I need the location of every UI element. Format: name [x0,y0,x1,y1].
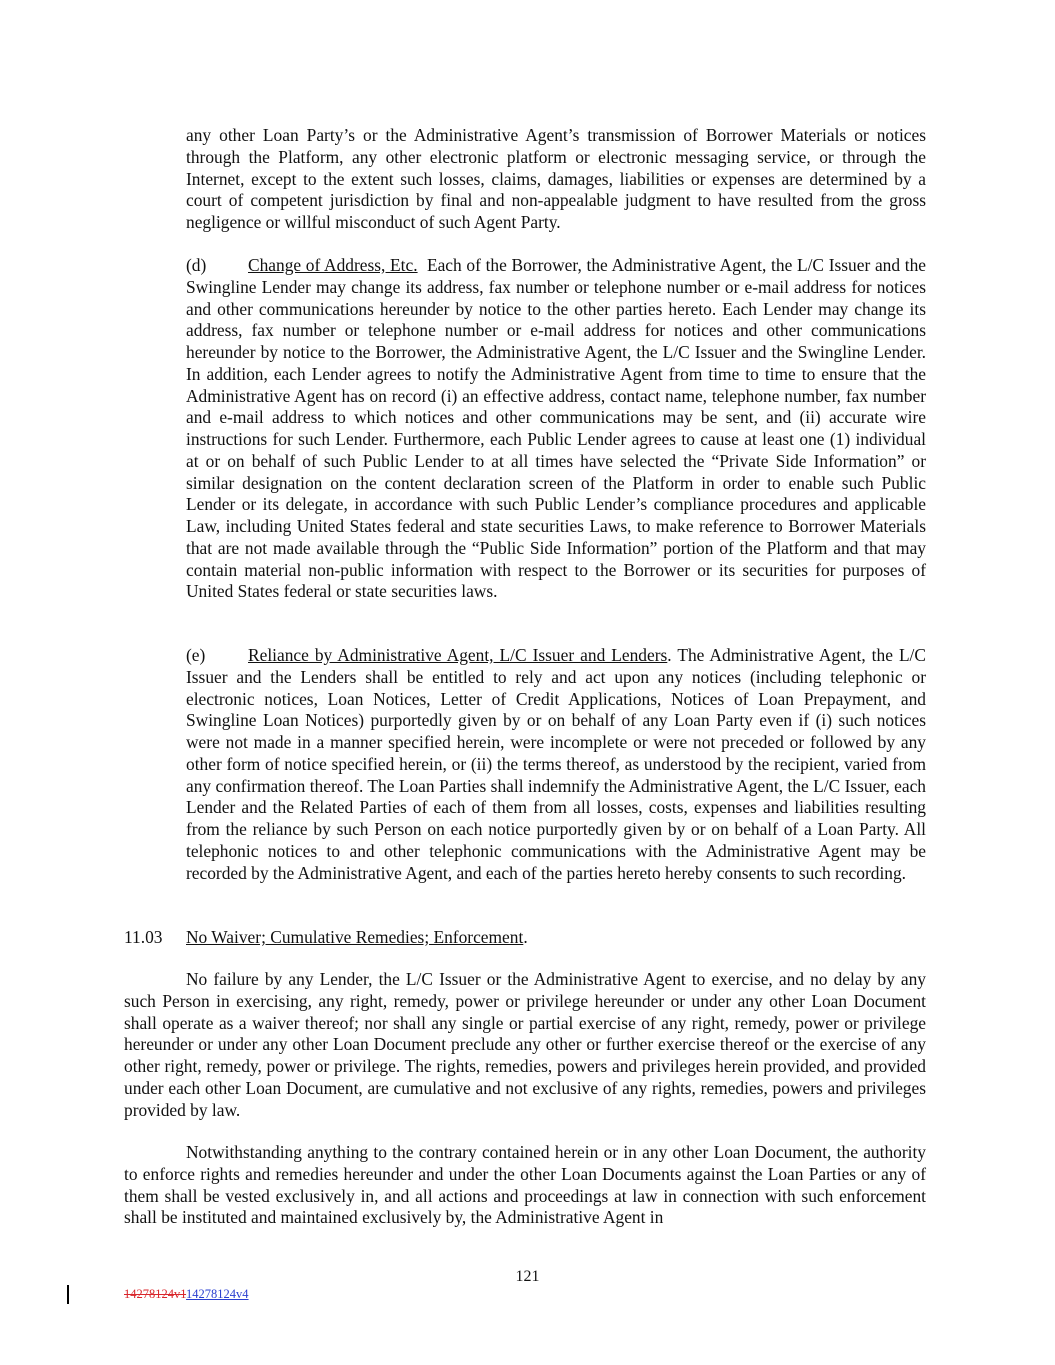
document-id-inserted: 14278124v4 [186,1287,249,1301]
section-title-suffix: . [523,927,528,947]
section-number: 11.03 [124,927,163,947]
section-title: No Waiver; Cumulative Remedies; Enforcement [186,927,524,947]
paragraph-enforcement-text: Notwithstanding anything to the contrary contained herein or in any other Loan Document, the authority to enforce rights and remedies hereunder and under the other Loan Documents against the Loan Parties or any of them shall be vested exclusively in, and all actions and proceedings at law in connection with such enforcement shall be instituted and maintained exclusively by, the Administrative Agent in [124,1142,926,1228]
change-bar [67,1285,69,1304]
section-heading [124,927,528,949]
paragraph-e [186,645,926,884]
paragraph-d [186,255,926,603]
item-text-d: Each of the Borrower, the Administrative Agent, the L/C Issuer and the Swingline Lender may change its address, fax number or telephone number or e-mail address for notices and other communications hereunder by notice to the other parties hereto. Each Lender may change its address, fax number or telephone number or e-mail address for notices and other communications hereunder by notice to the Borrower, the Administrative Agent, the L/C Issuer and the Swingline Lender. In addition, each Lender agrees to notify the Administrative Agent from time to time to ensure that the Administrative Agent has on record (i) an effective address, contact name, telephone number, fax number and e-mail address to which notices and other communications may be sent, and (ii) accurate wire instructions for such Lender. Furthermore, each Public Lender agrees to cause at least one (1) individual at or on behalf of such Public Lender to at all times have selected the “Private Side Information” or similar designation on the content declaration screen of the Platform in order to enable such Public Lender or its delegate, in accordance with such Public Lender’s compliance procedures and applicable Law, including United States federal and state securities Laws, to make reference to Borrower Materials that are not made available through the “Public Side Information” portion of the Platform and that may contain material non-public information with respect to the Borrower or its securities for purposes of United States federal or state securities laws. [186,255,926,602]
page-number: 121 [515,1268,540,1285]
item-title-d: Change of Address, Etc. [248,255,418,275]
paragraph-no-waiver [124,969,926,1121]
item-title-e: Reliance by Administrative Agent, L/C Issuer and Lenders [248,645,668,665]
item-label-d: (d) [186,255,207,275]
item-text-e: . The Administrative Agent, the L/C Issuer and the Lenders shall be entitled to rely and act upon any notices (including telephonic or electronic notices, Loan Notices, Letter of Credit Applications, Notices of Loan Prepayment, and Swingline Loan Notices) purportedly given by or on behalf of any Loan Party even if (i) such notices were not made in a manner specified herein, were incomplete or were not preceded or followed by any other form of notice specified herein, or (ii) the terms thereof, as understood by the recipient, varied from any confirmation thereof. The Loan Parties shall indemnify the Administrative Agent, the L/C Issuer, each Lender and the Related Parties of each of them from all losses, costs, expenses and liabilities resulting from the reliance by such Person on each notice purportedly given by or on behalf of a Loan Party. All telephonic notices to and other telephonic communications with the Administrative Agent may be recorded by the Administrative Agent, and each of the parties hereto hereby consents to such recording. [186,645,926,883]
paragraph-continuation: any other Loan Party’s or the Administrative Agent’s transmission of Borrower Materials or notices through the Platform, any other electronic platform or electronic messaging service, or through the Internet, except to the extent such losses, claims, damages, liabilities or expenses are determined by a court of competent jurisdiction by final and non-appealable judgment to have resulted from the gross negligence or willful misconduct of such Agent Party. [186,125,926,232]
paragraph-no-waiver-text: No failure by any Lender, the L/C Issuer or the Administrative Agent to exercise, and no delay by any such Person in exercising, any right, remedy, power or privilege hereunder or under any other Loan Document shall operate as a waiver thereof; nor shall any single or partial exercise of any right, remedy, power or privilege hereunder or under any other Loan Document preclude any other or further exercise thereof or the exercise of any other right, remedy, power or privilege. The rights, remedies, powers and privileges herein provided, and provided under each other Loan Document, are cumulative and not exclusive of any rights, remedies, powers and privileges provided by law. [124,969,926,1120]
paragraph-enforcement [124,1142,926,1229]
document-id [124,1287,249,1302]
document-id-deleted: 14278124v1 [124,1287,187,1301]
item-label-e: (e) [186,645,206,665]
